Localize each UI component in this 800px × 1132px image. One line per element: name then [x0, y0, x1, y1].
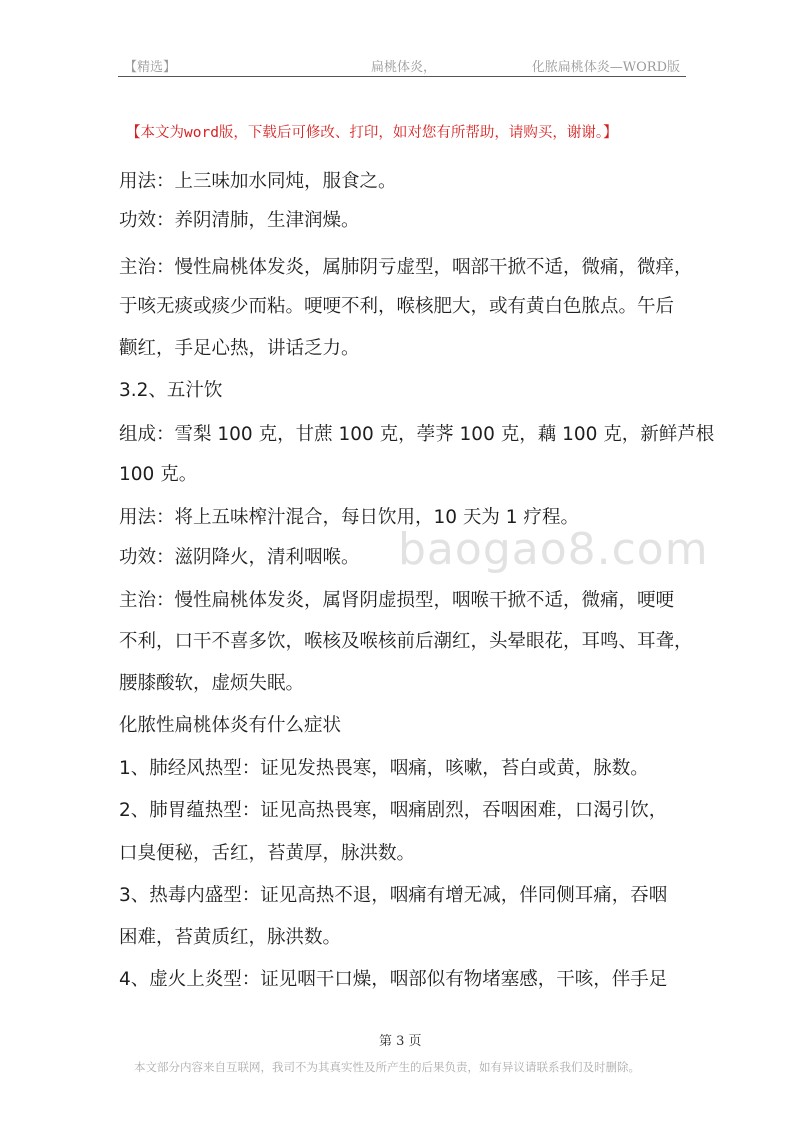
- footer-disclaimer: 本文部分内容来自互联网，我司不为其真实性及所产生的后果负责，如有异议请联系我们及时删除。: [134, 1060, 640, 1074]
- body-line: 困难，苔黄质红，脉洪数。: [119, 927, 342, 948]
- body-line: 腰膝酸软，虚烦失眠。: [119, 673, 305, 694]
- body-line: 组成：雪梨 100 克，甘蔗 100 克，荸荠 100 克，藕 100 克，新鲜芦根: [119, 424, 715, 445]
- page-number: 第 3 页: [379, 1034, 422, 1049]
- body-line: 用法：上三味加水同炖，服食之。: [119, 171, 397, 192]
- watermark: baogao8.com: [398, 524, 709, 575]
- header-divider: [118, 76, 686, 77]
- section-heading: 化脓性扁桃体炎有什么症状: [119, 715, 342, 736]
- body-line: 用法：将上五味榨汁混合，每日饮用，10 天为 1 疗程。: [119, 507, 579, 528]
- body-line: 颧红，手足心热，讲话乏力。: [119, 338, 360, 359]
- header-left-label: 【精选】: [124, 60, 177, 75]
- section-heading: 3.2、五汁饮: [119, 380, 223, 401]
- body-line: 2、肺胃蕴热型：证见高热畏寒，咽痛剧烈，吞咽困难，口渴引饮，: [119, 800, 668, 821]
- body-line: 功效：养阴清肺，生津润燥。: [119, 210, 360, 231]
- body-line: 于咳无痰或痰少而粘。哽哽不利，喉核肥大，或有黄白色脓点。午后: [119, 296, 675, 317]
- body-line: 100 克。: [119, 464, 198, 485]
- body-line: 主治：慢性扁桃体发炎，属肺阴亏虚型，咽部干掀不适，微痛，微痒，: [119, 257, 693, 278]
- body-line: 1、肺经风热型：证见发热畏寒，咽痛，咳嗽，苔白或黄，脉数。: [119, 758, 649, 779]
- body-line: 主治：慢性扁桃体发炎，属肾阴虚损型，咽喉干掀不适，微痛，哽哽: [119, 590, 675, 611]
- body-line: 口臭便秘，舌红，苔黄厚，脉洪数。: [119, 843, 416, 864]
- header-right-label: 化脓扁桃体炎—WORD版: [531, 60, 680, 75]
- body-line: 功效：滋阴降火，清利咽喉。: [119, 547, 360, 568]
- header-middle-label: 扁桃体炎，: [371, 60, 437, 75]
- body-line: 不利，口干不喜多饮，喉核及喉核前后潮红，头晕眼花，耳鸣、耳聋，: [119, 631, 693, 652]
- body-line: 3、热毒内盛型：证见高热不退，咽痛有增无减，伴同侧耳痛，吞咽: [119, 885, 668, 906]
- body-line: 4、虚火上炎型：证见咽干口燥，咽部似有物堵塞感，干咳，伴手足: [119, 969, 668, 990]
- download-notice: 【本文为word版，下载后可修改、打印，如对您有所帮助，请购买，谢谢。】: [126, 125, 618, 141]
